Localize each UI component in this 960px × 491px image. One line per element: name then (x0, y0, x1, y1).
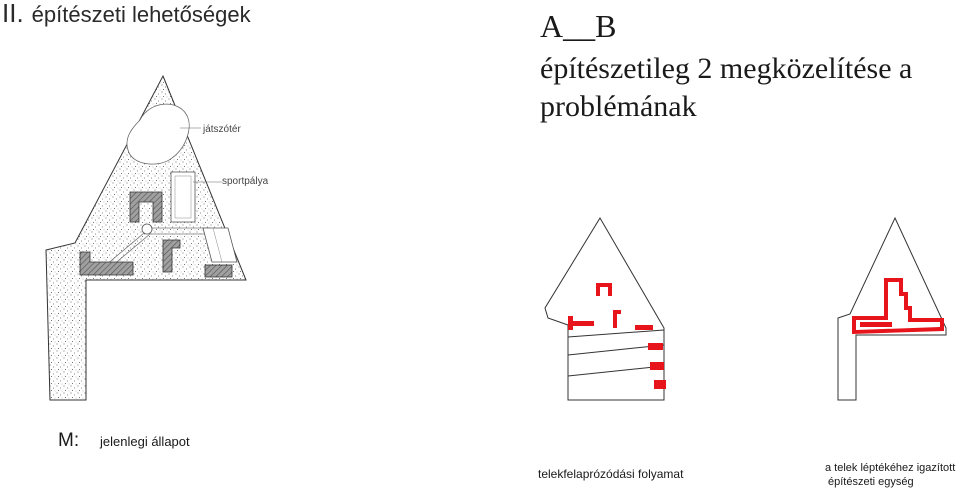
unified-site-outline (838, 218, 946, 400)
section-number: II. (2, 0, 24, 28)
plaza-circle (142, 224, 152, 234)
title-line-2: problémának (540, 90, 697, 123)
title-line-1: építészetileg 2 megközelítése a (540, 52, 913, 85)
scale-label: M: (58, 430, 80, 451)
section-title: építészeti lehetőségek (31, 2, 251, 27)
diagram-unified (838, 218, 946, 400)
caption-fragmentation: telekfelaprózódási folyamat (538, 467, 684, 481)
building-small (205, 265, 232, 277)
caption-unified-line-1: a telek léptékéhez igazított (825, 462, 956, 474)
caption-current-state: jelenlegi állapot (100, 434, 190, 449)
sports-field (171, 172, 195, 222)
diagram-fragmentation (545, 218, 666, 400)
caption-unified-line-2: építészeti egység (828, 476, 914, 488)
label-playground: játszótér (203, 124, 241, 135)
label-sports: sportpálya (222, 176, 269, 187)
title-ab: A__B (540, 8, 617, 44)
